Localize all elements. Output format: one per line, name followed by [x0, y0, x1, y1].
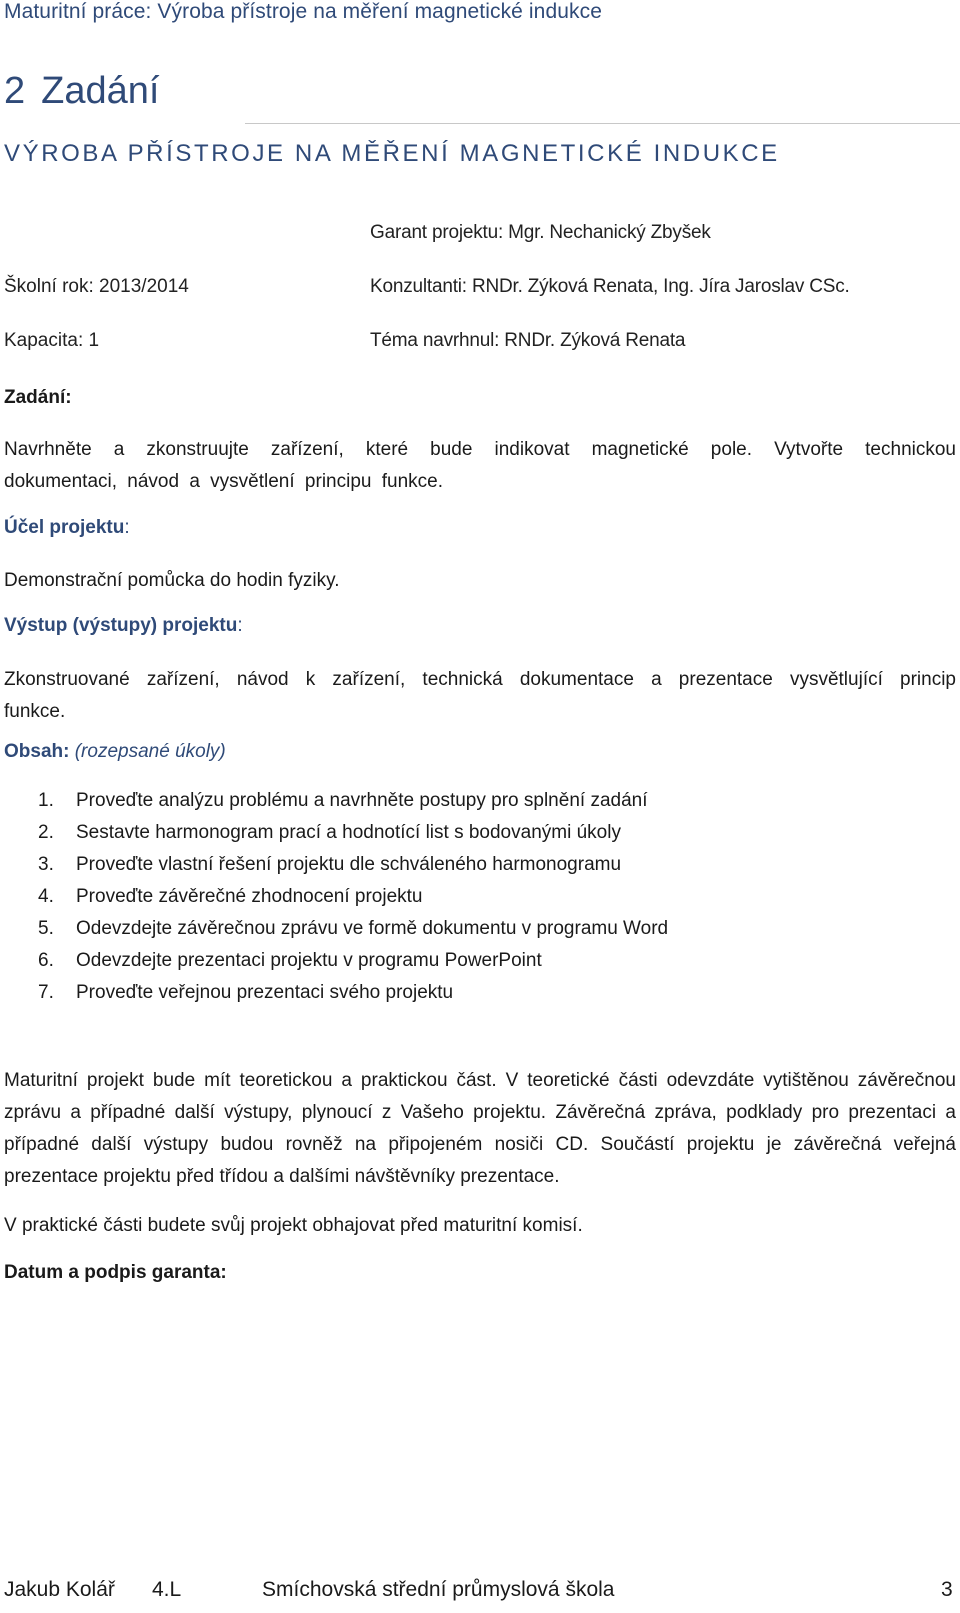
task-number: 4. — [38, 886, 54, 907]
zadani-label: Zadání: — [4, 387, 72, 408]
list-item — [4, 977, 944, 1009]
obsah-note: (rozepsané úkoly) — [74, 741, 226, 762]
list-item — [4, 785, 944, 817]
ucel-label — [4, 517, 130, 539]
obsah-label-text: Obsah: — [4, 741, 70, 762]
konzultanti-line: Konzultanti: RNDr. Zýková Renata, Ing. Jíra Jaroslav CSc. — [370, 276, 850, 297]
closing-paragraph: Maturitní projekt bude mít teoretickou a praktickou část. V teoretické části odevzdáte vytištěnou závěrečnou zprávu a případné další výstupy, plynoucí z Vašeho projektu. Závěrečná zpráva, podklady pro prezentaci a případné další výstupy budou rovněž na připojeném nosiči CD. Součástí projektu je závěrečná veřejná prezentace projektu před třídou a dalšími návštěvníky prezentace. — [4, 1070, 956, 1187]
vystup-label-text: Výstup (výstupy) projektu — [4, 615, 238, 636]
title-divider — [245, 123, 960, 124]
chapter-title-text: Zadání — [41, 70, 160, 112]
list-item — [4, 881, 944, 913]
footer-class: 4.L — [152, 1578, 182, 1601]
page-number: 3 — [941, 1578, 953, 1601]
footer-author: Jakub Kolář — [4, 1578, 115, 1601]
kapacita: Kapacita: 1 — [4, 330, 100, 351]
task-text: Odevzdejte závěrečnou zprávu ve formě dokumentu v programu Word — [76, 918, 669, 939]
signature-label: Datum a podpis garanta: — [4, 1262, 227, 1283]
zadani-text: Navrhněte a zkonstruujte zařízení, které bude indikovat magnetické pole. Vytvořte technickou dokumentaci, návod a vysvětlení principu funkce. — [4, 439, 956, 492]
task-text: Proveďte analýzu problému a navrhněte postupy pro splnění zadání — [76, 790, 648, 811]
ucel-label-text: Účel projektu — [4, 517, 125, 538]
ucel-text: Demonstrační pomůcka do hodin fyziky. — [4, 570, 340, 591]
vystup-colon: : — [237, 615, 243, 636]
obsah-label — [4, 741, 226, 763]
task-text: Proveďte vlastní řešení projektu dle schváleného harmonogramu — [76, 854, 622, 875]
task-text: Proveďte závěrečné zhodnocení projektu — [76, 886, 423, 907]
garant-line: Garant projektu: Mgr. Nechanický Zbyšek — [370, 222, 711, 243]
task-text: Proveďte veřejnou prezentaci svého projektu — [76, 982, 454, 1003]
task-number: 6. — [38, 950, 54, 971]
footer-school: Smíchovská střední průmyslová škola — [262, 1578, 615, 1601]
list-item — [4, 913, 944, 945]
chapter-number: 2 — [4, 70, 26, 112]
task-text: Sestavte harmonogram prací a hodnotící list s bodovanými úkoly — [76, 822, 621, 843]
task-number: 3. — [38, 854, 54, 875]
tema-line: Téma navrhnul: RNDr. Zýková Renata — [370, 330, 686, 351]
task-list — [4, 785, 944, 1009]
school-year: Školní rok: 2013/2014 — [4, 276, 189, 297]
task-number: 1. — [38, 790, 54, 811]
list-item — [4, 849, 944, 881]
defense-paragraph: V praktické části budete svůj projekt obhajovat před maturitní komisí. — [4, 1215, 583, 1236]
task-text: Odevzdejte prezentaci projektu v programu PowerPoint — [76, 950, 542, 971]
task-number: 7. — [38, 982, 54, 1003]
project-title: VÝROBA PŘÍSTROJE NA MĚŘENÍ MAGNETICKÉ INDUKCE — [4, 140, 780, 167]
task-number: 2. — [38, 822, 54, 843]
running-header: Maturitní práce: Výroba přístroje na měření magnetické indukce — [4, 0, 602, 23]
vystup-text: Zkonstruované zařízení, návod k zařízení, technická dokumentace a prezentace vysvětlující princip funkce. — [4, 669, 956, 722]
list-item — [4, 945, 944, 977]
list-item — [4, 817, 944, 849]
chapter-title — [4, 70, 159, 113]
vystup-label — [4, 615, 243, 637]
task-number: 5. — [38, 918, 54, 939]
ucel-colon: : — [124, 517, 130, 538]
